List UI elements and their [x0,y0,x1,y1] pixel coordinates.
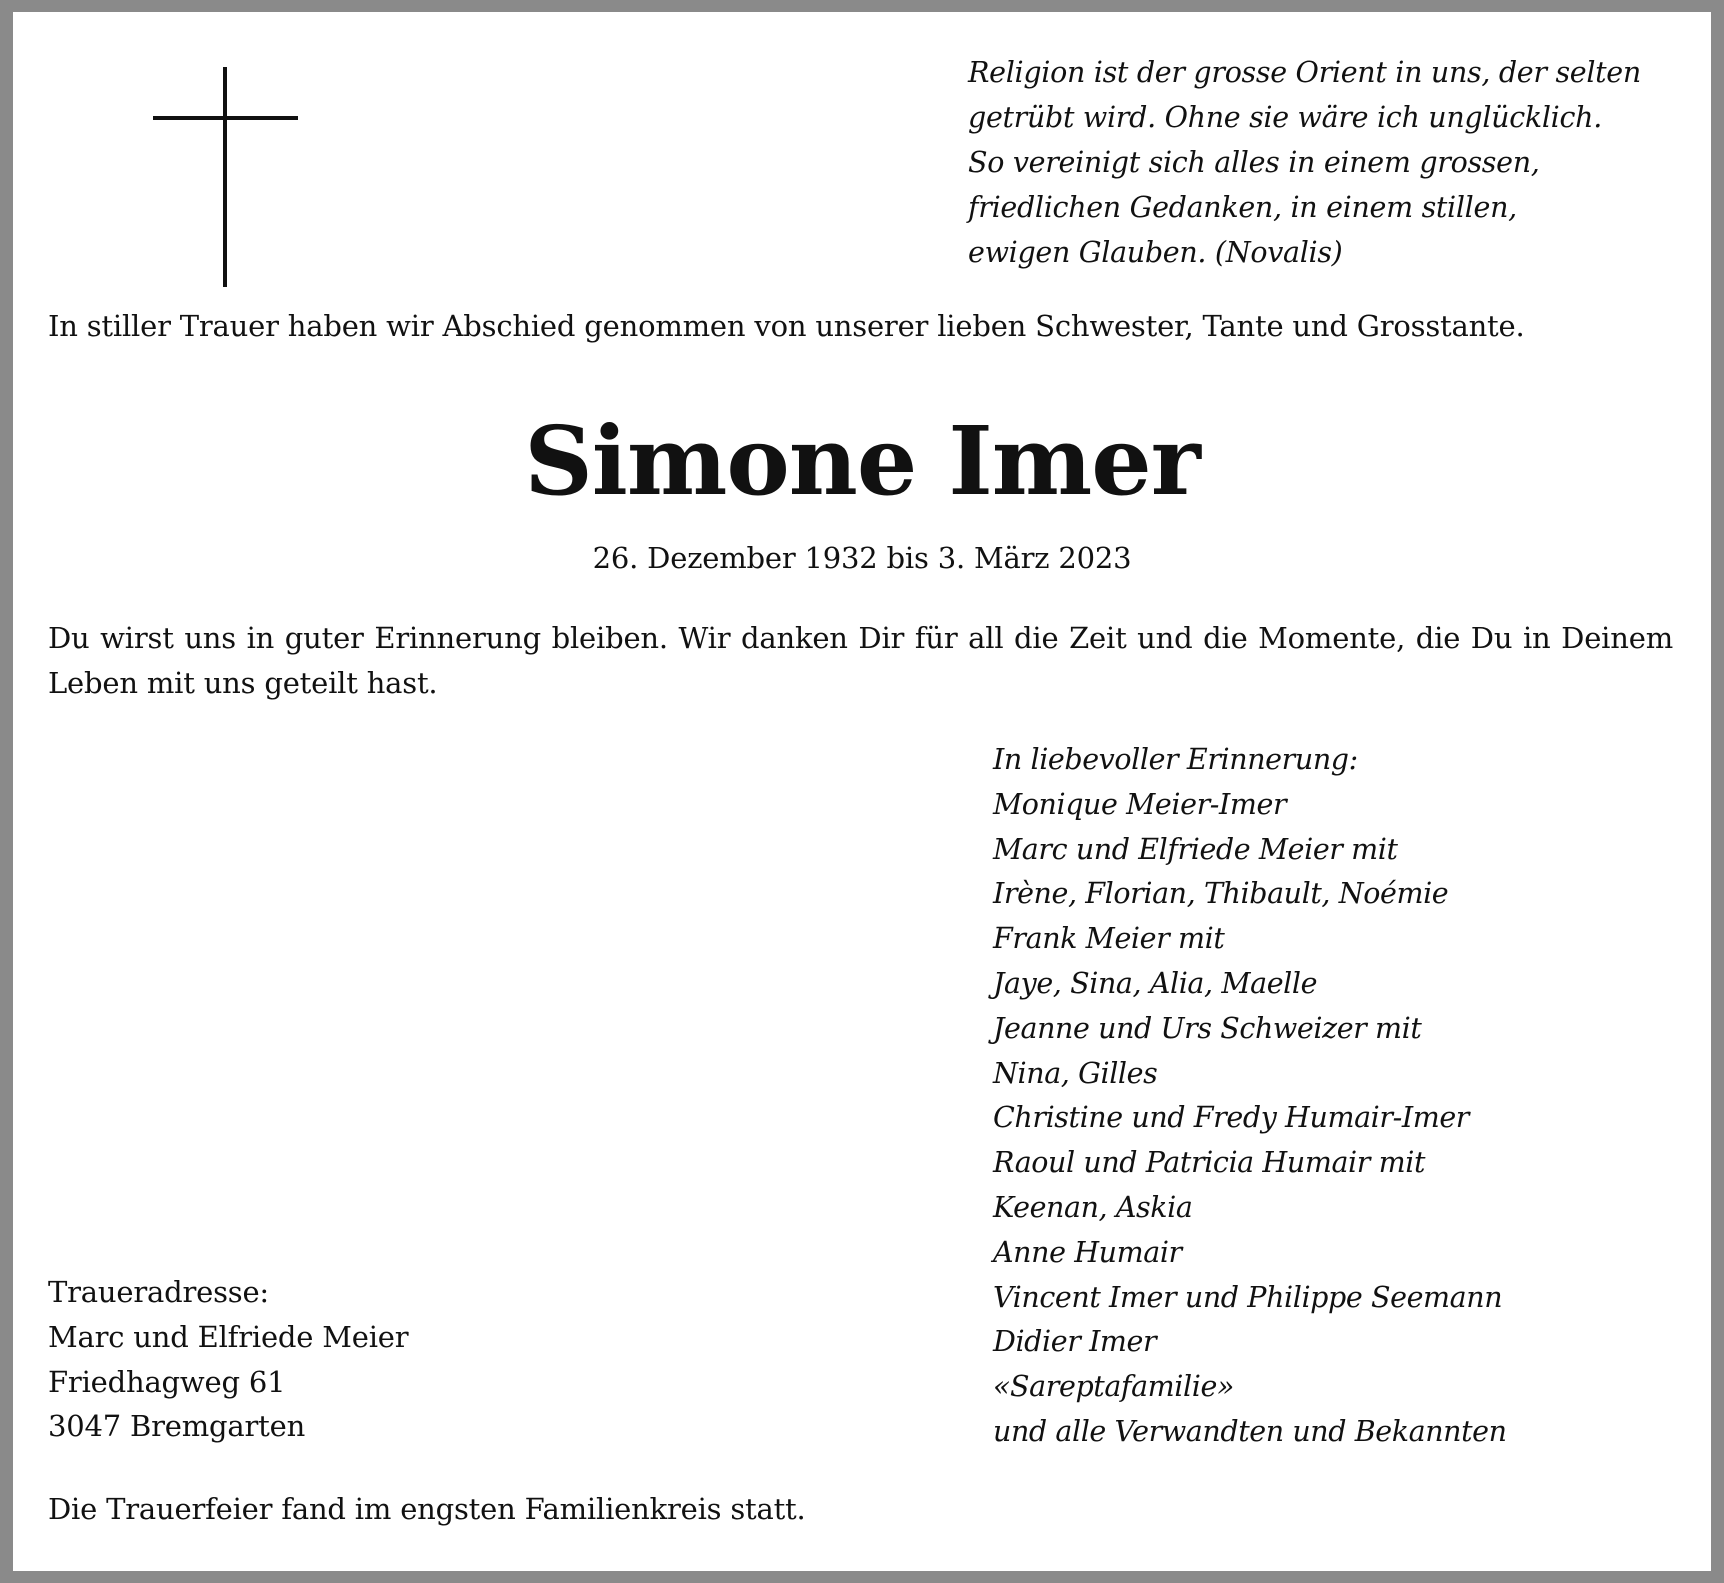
mourner-entry: «Sareptafamilie» [993,1370,1234,1404]
quote-line: So vereinigt sich alles in einem grossen, [968,146,1540,179]
address-line: Marc und Elfriede Meier [48,1319,409,1354]
mourner-entry: und alle Verwandten und Bekannten [993,1414,1507,1448]
mourner-entry: Keenan, Askia [993,1190,1193,1224]
cross-icon [153,67,298,287]
mourners-heading: In liebevoller Erinnerung: [993,743,1358,776]
mourning-address [48,1270,748,1449]
mourner-entry: Nina, Gilles [993,1056,1158,1090]
mourner-entry: Anne Humair [993,1235,1182,1269]
mourner-entry: Christine und Fredy Humair-Imer [993,1101,1470,1135]
mourner-entry: Marc und Elfriede Meier mit [993,832,1398,866]
mourner-entry: Jaye, Sina, Alia, Maelle [993,966,1318,1000]
mourners-list [993,738,1693,1455]
address-line: Friedhagweg 61 [48,1364,286,1399]
deceased-name: Simone Imer [524,406,1200,517]
address-line: 3047 Bremgarten [48,1409,306,1444]
mourner-entry: Monique Meier-Imer [993,787,1287,821]
life-dates: 26. Dezember 1932 bis 3. März 2023 [592,541,1132,575]
cross-vertical-bar [223,67,227,287]
mourner-entry: Vincent Imer und Philippe Seemann [993,1280,1503,1314]
funeral-note: Die Trauerfeier fand im engsten Familienkreis statt. [48,1492,806,1526]
mourner-entry: Jeanne und Urs Schweizer mit [993,1011,1422,1045]
address-heading: Traueradresse: [48,1275,269,1309]
mourner-entry: Frank Meier mit [993,922,1225,956]
cross-horizontal-bar [153,116,298,120]
quote-line: friedlichen Gedanken, in einem stillen, [968,191,1517,224]
intro-text: In stiller Trauer haben wir Abschied genommen von unserer lieben Schwester, Tante und Grosstante. [48,309,1525,343]
quote-line: ewigen Glauben. (Novalis) [968,236,1343,269]
mourner-entry: Raoul und Patricia Humair mit [993,1146,1426,1180]
epigraph-quote [968,50,1668,275]
obituary-notice [13,12,1711,1571]
mourner-entry: Irène, Florian, Thibault, Noémie [993,877,1449,911]
mourner-entry: Didier Imer [993,1325,1157,1359]
quote-line: getrübt wird. Ohne sie wäre ich unglücklich. [968,101,1602,134]
memorial-message: Du wirst uns in guter Erinnerung bleiben. Wir danken Dir für all die Zeit und die Momente, die Du in Deinem Leben mit uns geteilt hast. [48,621,1673,700]
quote-line: Religion ist der grosse Orient in uns, der selten [968,56,1641,89]
